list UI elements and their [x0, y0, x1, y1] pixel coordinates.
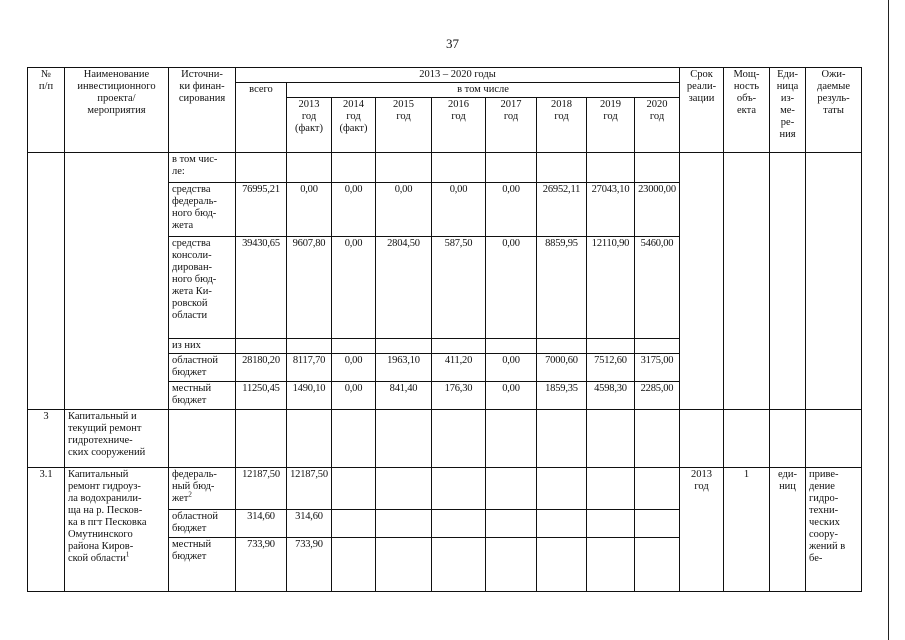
cell-empty [28, 153, 65, 410]
item-name-footnote: 1 [125, 550, 130, 559]
value-cell: 0,00 [432, 183, 486, 237]
page-edge-rule [888, 0, 889, 640]
value-cell: 0,00 [486, 382, 537, 410]
value-cell: 11250,45 [236, 382, 287, 410]
header-including: в том числе [287, 83, 680, 98]
value-cell: 12110,90 [587, 237, 635, 339]
table-row [28, 410, 862, 468]
value-cell: 1490,10 [287, 382, 332, 410]
value-cell: 314,60 [236, 510, 287, 538]
value-cell: 0,00 [287, 183, 332, 237]
value-cell: 0,00 [332, 237, 376, 339]
item-unit: еди- ниц [770, 468, 806, 592]
source-label: местный бюджет [169, 538, 236, 592]
value-cell: 411,20 [432, 354, 486, 382]
header-source: Источни- ки финан- сирования [169, 68, 236, 153]
item-term: 2013 год [680, 468, 724, 592]
investment-table [27, 67, 862, 592]
value-cell: 76995,21 [236, 183, 287, 237]
cell-empty [724, 153, 770, 410]
header-total: всего [236, 83, 287, 153]
value-cell: 8117,70 [287, 354, 332, 382]
header-period: 2013 – 2020 годы [236, 68, 680, 83]
including-label: в том чис- ле: [169, 153, 236, 183]
header-year: 2017 год [486, 98, 537, 153]
value-cell: 2285,00 [635, 382, 680, 410]
header-year: 2013 год (факт) [287, 98, 332, 153]
value-cell: 27043,10 [587, 183, 635, 237]
page-number: 37 [446, 36, 459, 51]
value-cell: 733,90 [287, 538, 332, 592]
of-which-label: из них [169, 339, 236, 354]
value-cell: 587,50 [432, 237, 486, 339]
source-label-footnote: 2 [188, 490, 192, 499]
cell-empty [65, 153, 169, 410]
header-year: 2014 год (факт) [332, 98, 376, 153]
header-year: 2018 год [537, 98, 587, 153]
item-name [65, 468, 169, 592]
value-cell: 12187,50 [287, 468, 332, 510]
value-cell: 0,00 [486, 237, 537, 339]
value-cell: 0,00 [486, 183, 537, 237]
item-capacity: 1 [724, 468, 770, 592]
source-label-text: федераль- ный бюд- жет [172, 469, 217, 504]
value-cell: 1963,10 [376, 354, 432, 382]
value-cell: 4598,30 [587, 382, 635, 410]
header-num: № п/п [28, 68, 65, 153]
header-name: Наименование инвестиционного проекта/ мероприятия [65, 68, 169, 153]
source-label: местный бюджет [169, 382, 236, 410]
value-cell: 841,40 [376, 382, 432, 410]
source-label [169, 468, 236, 510]
header-year: 2016 год [432, 98, 486, 153]
value-cell: 28180,20 [236, 354, 287, 382]
cell-empty [680, 153, 724, 410]
section-name: Капитальный и текущий ремонт гидротехниче- ских сооружений [65, 410, 169, 468]
value-cell: 26952,11 [537, 183, 587, 237]
item-results: приве- дение гидро- техни- ческих соору- жений в бе- [806, 468, 862, 592]
item-name-text: Капитальный ремонт гидроуз- ла водохранили- ща на р. Песков- ка в пгт Песковка Омутнинского района Киров- ской области [68, 469, 147, 564]
header-capacity: Мощ- ность объ- екта [724, 68, 770, 153]
cell-empty [770, 153, 806, 410]
value-cell: 0,00 [332, 183, 376, 237]
value-cell: 2804,50 [376, 237, 432, 339]
item-num: 3.1 [28, 468, 65, 592]
value-cell: 9607,80 [287, 237, 332, 339]
source-label: областной бюджет [169, 354, 236, 382]
source-label: областной бюджет [169, 510, 236, 538]
value-cell: 176,30 [432, 382, 486, 410]
section-num: 3 [28, 410, 65, 468]
value-cell: 0,00 [332, 382, 376, 410]
header-term: Срок реали- зации [680, 68, 724, 153]
header-year: 2015 год [376, 98, 432, 153]
value-cell: 8859,95 [537, 237, 587, 339]
value-cell: 0,00 [486, 354, 537, 382]
value-cell: 7512,60 [587, 354, 635, 382]
value-cell: 733,90 [236, 538, 287, 592]
header-unit: Еди- ница из- ме- ре- ния [770, 68, 806, 153]
header-year: 2019 год [587, 98, 635, 153]
value-cell: 1859,35 [537, 382, 587, 410]
value-cell: 5460,00 [635, 237, 680, 339]
source-label: средства федераль- ного бюд- жета [169, 183, 236, 237]
value-cell: 0,00 [332, 354, 376, 382]
value-cell: 0,00 [376, 183, 432, 237]
header-year: 2020 год [635, 98, 680, 153]
value-cell: 314,60 [287, 510, 332, 538]
cell-empty [806, 153, 862, 410]
value-cell: 7000,60 [537, 354, 587, 382]
source-label: средства консоли- дирован- ного бюд- жета Ки- ровской области [169, 237, 236, 339]
header-results: Ожи- даемые резуль- таты [806, 68, 862, 153]
value-cell: 3175,00 [635, 354, 680, 382]
value-cell: 23000,00 [635, 183, 680, 237]
value-cell: 39430,65 [236, 237, 287, 339]
table-row [28, 468, 862, 510]
value-cell: 12187,50 [236, 468, 287, 510]
